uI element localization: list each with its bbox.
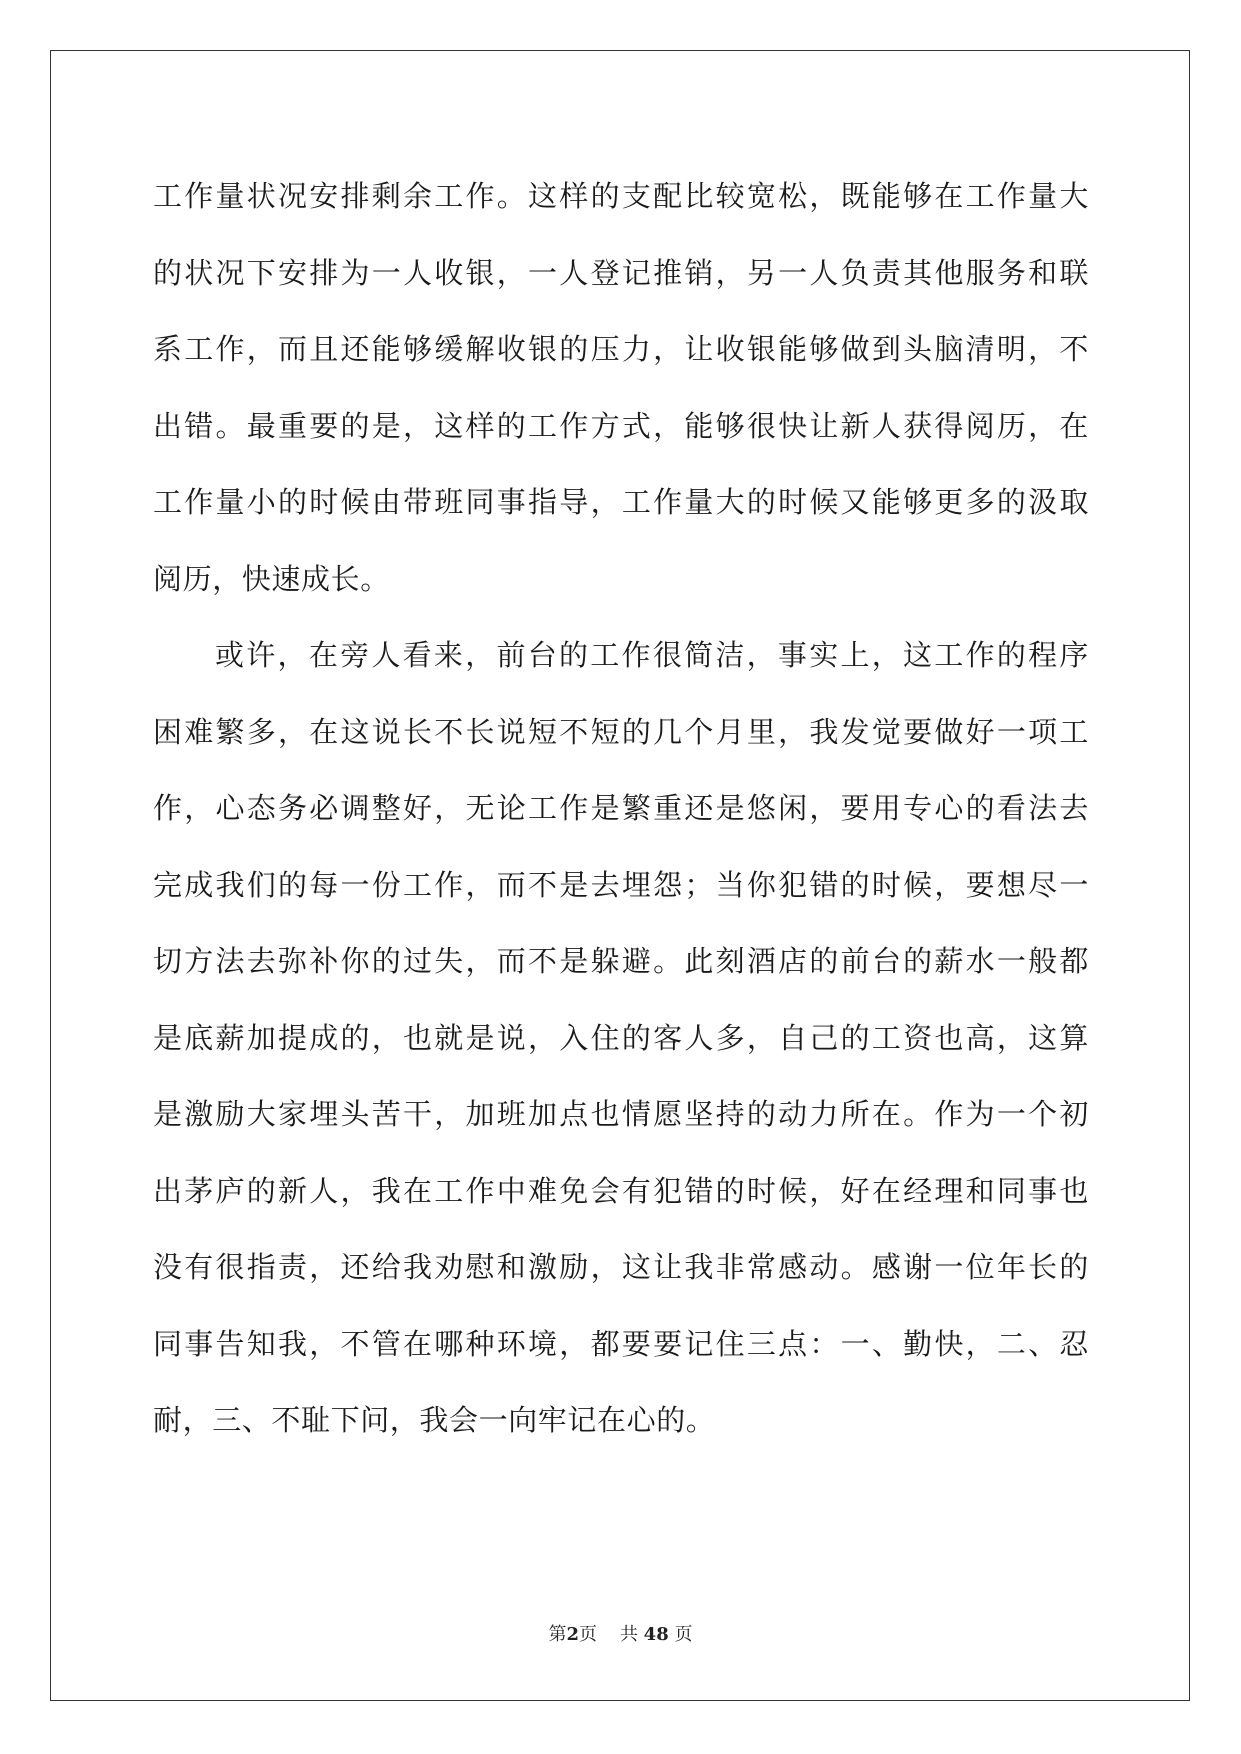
- text-line: 困难繁多，在这说长不长说短不短的几个月里，我发觉要做好一项工: [153, 714, 1089, 749]
- text-line: 作，心态务必调整好，无论工作是繁重还是悠闲，要用专心的看法去: [153, 791, 1089, 825]
- document-body: [153, 158, 1089, 1459]
- text-line: 同事告知我，不管在哪种环境，都要要记住三点：一、勤快，二、忍: [153, 1326, 1089, 1361]
- footer-total-suffix: 页: [674, 1624, 693, 1645]
- total-pages: 48: [643, 1624, 669, 1645]
- text-line: 工作量小的时候由带班同事指导，工作量大的时候又能够更多的汲取: [153, 485, 1089, 519]
- footer-total-prefix: 共: [619, 1624, 638, 1645]
- text-line: 系工作，而且还能够缓解收银的压力，让收银能够做到头脑清明，不: [153, 332, 1089, 366]
- page-footer: [0, 1620, 1241, 1646]
- text-line: 工作量状况安排剩余工作。这样的支配比较宽松，既能够在工作量大: [153, 179, 1089, 213]
- text-line: 完成我们的每一份工作，而不是去埋怨；当你犯错的时候，要想尽一: [153, 867, 1089, 902]
- text-line: 耐，三、不耻下问，我会一向牢记在心的。: [153, 1403, 716, 1437]
- text-line: 没有很指责，还给我劝慰和激励，这让我非常感动。感谢一位年长的: [153, 1250, 1089, 1284]
- paragraph-1: [153, 158, 1089, 617]
- footer-prefix: 第: [548, 1624, 567, 1645]
- footer-page-suffix: 页: [579, 1624, 598, 1645]
- text-line: 出错。最重要的是，这样的工作方式，能够很快让新人获得阅历，在: [153, 408, 1089, 443]
- text-line: 阅历，快速成长。: [153, 561, 390, 596]
- text-line: 或许，在旁人看来，前台的工作很简洁，事实上，这工作的程序: [215, 638, 1089, 672]
- text-line: 是底薪加提成的，也就是说，入住的客人多，自己的工资也高，这算: [153, 1020, 1089, 1055]
- text-line: 是激励大家埋头苦干，加班加点也情愿坚持的动力所在。作为一个初: [153, 1097, 1089, 1131]
- text-line: 的状况下安排为一人收银，一人登记推销，另一人负责其他服务和联: [153, 255, 1089, 290]
- paragraph-2: [153, 617, 1089, 1459]
- page-number: 2: [566, 1624, 580, 1645]
- text-line: 出茅庐的新人，我在工作中难免会有犯错的时候，好在经理和同事也: [153, 1173, 1089, 1208]
- text-line: 切方法去弥补你的过失，而不是躲避。此刻酒店的前台的薪水一般都: [153, 944, 1089, 978]
